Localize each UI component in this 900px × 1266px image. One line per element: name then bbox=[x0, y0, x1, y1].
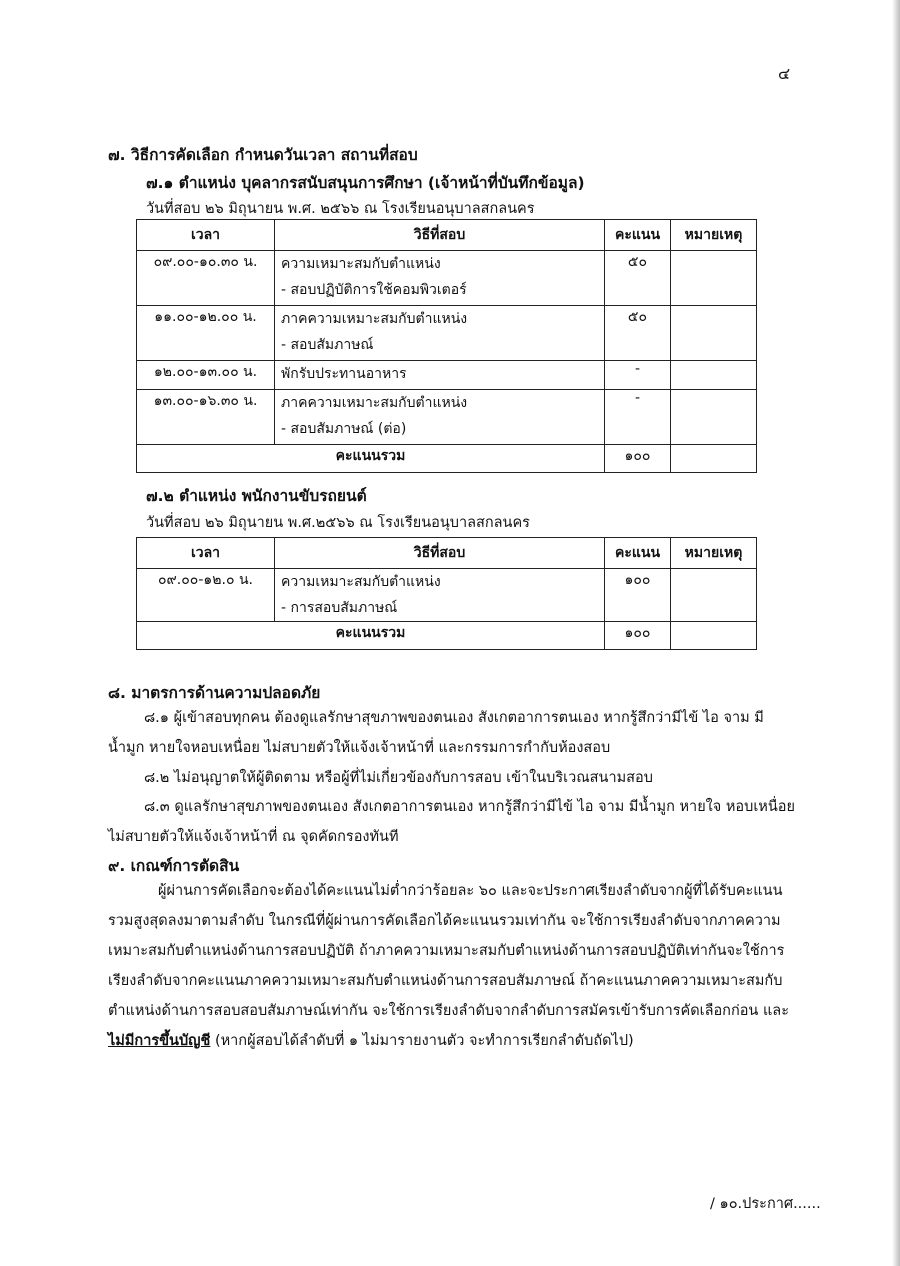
section-7-1-date-line: วันที่สอบ ๒๖ มิถุนายน พ.ศ. ๒๕๖๖ ณ โรงเรียนอนุบาลสกลนคร bbox=[146, 201, 535, 217]
note-cell bbox=[671, 445, 757, 473]
time-cell: ๐๙.๐๐-๑๐.๓๐ น. bbox=[137, 251, 275, 306]
header-score: คะแนน bbox=[605, 220, 671, 251]
note-cell bbox=[671, 361, 757, 390]
no-waiting-list-emphasis: ไม่มีการขึ้นบัญชี bbox=[108, 1033, 211, 1049]
section-8-heading: ๘. มาตรการด้านความปลอดภัย bbox=[108, 684, 321, 702]
time-cell: ๑๓.๐๐-๑๖.๓๐ น. bbox=[137, 390, 275, 445]
method-line: - การสอบสัมภาษณ์ bbox=[281, 600, 398, 616]
header-method: วิธีที่สอบ bbox=[275, 220, 605, 251]
method-cell bbox=[275, 251, 605, 306]
table-row bbox=[137, 569, 757, 622]
total-score: ๑๐๐ bbox=[605, 445, 671, 473]
table-header-row bbox=[137, 538, 757, 569]
exam-schedule-table-2 bbox=[136, 537, 757, 650]
section-8-3-paragraph bbox=[108, 792, 798, 852]
method-line: - สอบสัมภาษณ์ (ต่อ) bbox=[281, 421, 407, 437]
page-number: ๔ bbox=[778, 64, 791, 83]
section-8-2-paragraph bbox=[108, 763, 798, 793]
method-line: - สอบสัมภาษณ์ bbox=[281, 337, 374, 353]
total-row bbox=[137, 445, 757, 473]
section-8-1-paragraph bbox=[108, 703, 798, 763]
method-line: ความเหมาะสมกับตำแหน่ง bbox=[281, 256, 441, 272]
scan-edge-shadow bbox=[892, 0, 900, 1266]
header-note: หมายเหตุ bbox=[671, 538, 757, 569]
method-line: พักรับประทานอาหาร bbox=[281, 366, 407, 382]
header-time: เวลา bbox=[137, 220, 275, 251]
total-row bbox=[137, 622, 757, 650]
score-cell: - bbox=[605, 361, 671, 390]
paragraph-text: ๘.๒ ไม่อนุญาตให้ผู้ติดตาม หรือผู้ที่ไม่เกี่ยวข้องกับการสอบ เข้าในบริเวณสนามสอบ bbox=[144, 770, 653, 786]
method-line: ภาคความเหมาะสมกับตำแหน่ง bbox=[281, 311, 468, 327]
table-row bbox=[137, 361, 757, 390]
method-cell bbox=[275, 569, 605, 622]
section-7-heading: ๗. วิธีการคัดเลือก กำหนดวันเวลา สถานที่สอบ bbox=[108, 146, 418, 164]
score-cell: - bbox=[605, 390, 671, 445]
table-row bbox=[137, 306, 757, 361]
note-cell bbox=[671, 569, 757, 622]
score-cell: ๑๐๐ bbox=[605, 569, 671, 622]
table-header-row bbox=[137, 220, 757, 251]
score-cell: ๕๐ bbox=[605, 251, 671, 306]
paragraph-text: ๘.๑ ผู้เข้าสอบทุกคน ต้องดูแลรักษาสุขภาพของตนเอง สังเกตอาการตนเอง หากรู้สึกว่ามีไข้ ไอ จาม มีน้ำมูก หายใจหอบเหนื่อย ไม่สบายตัวให้แจ้งเจ้าหน้าที่ และกรรมการกำกับห้องสอบ bbox=[108, 710, 764, 756]
note-cell bbox=[671, 251, 757, 306]
header-time: เวลา bbox=[137, 538, 275, 569]
header-method: วิธีที่สอบ bbox=[275, 538, 605, 569]
section-7-1-heading: ๗.๑ ตำแหน่ง บุคลากรสนับสนุนการศึกษา (เจ้าหน้าที่บันทึกข้อมูล) bbox=[146, 174, 585, 192]
method-line: - สอบปฏิบัติการใช้คอมพิวเตอร์ bbox=[281, 282, 467, 298]
section-9-paragraph bbox=[108, 876, 798, 1056]
method-cell bbox=[275, 361, 605, 390]
total-score: ๑๐๐ bbox=[605, 622, 671, 650]
time-cell: ๑๒.๐๐-๑๓.๐๐ น. bbox=[137, 361, 275, 390]
note-cell bbox=[671, 622, 757, 650]
time-cell: ๑๑.๐๐-๑๒.๐๐ น. bbox=[137, 306, 275, 361]
exam-schedule-table-1 bbox=[136, 219, 757, 473]
total-label: คะแนนรวม bbox=[137, 622, 605, 650]
method-cell bbox=[275, 306, 605, 361]
header-score: คะแนน bbox=[605, 538, 671, 569]
continuation-footer: / ๑๐.ประกาศ...... bbox=[710, 1196, 821, 1212]
paragraph-text: (หากผู้สอบได้ลำดับที่ ๑ ไม่มารายงานตัว จะทำการเรียกลำดับถัดไป) bbox=[210, 1033, 634, 1049]
method-line: ความเหมาะสมกับตำแหน่ง bbox=[281, 574, 441, 590]
total-label: คะแนนรวม bbox=[137, 445, 605, 473]
table-row bbox=[137, 390, 757, 445]
section-7-2-date-line: วันที่สอบ ๒๖ มิถุนายน พ.ศ.๒๕๖๖ ณ โรงเรียนอนุบาลสกลนคร bbox=[146, 515, 530, 531]
paragraph-text: ๘.๓ ดูแลรักษาสุขภาพของตนเอง สังเกตอาการตนเอง หากรู้สึกว่ามีไข้ ไอ จาม มีน้ำมูก หายใจ หอบเหนื่อย ไม่สบายตัวให้แจ้งเจ้าหน้าที่ ณ จุดคัดกรองทันที bbox=[108, 799, 795, 845]
section-7-2-heading: ๗.๒ ตำแหน่ง พนักงานขับรถยนต์ bbox=[146, 487, 367, 505]
note-cell bbox=[671, 390, 757, 445]
method-line: ภาคความเหมาะสมกับตำแหน่ง bbox=[281, 395, 468, 411]
score-cell: ๕๐ bbox=[605, 306, 671, 361]
section-9-heading: ๙. เกณฑ์การตัดสิน bbox=[108, 857, 240, 875]
paragraph-text: ผู้ผ่านการคัดเลือกจะต้องได้คะแนนไม่ต่ำกว่าร้อยละ ๖๐ และจะประกาศเรียงลำดับจากผู้ที่ได้รับคะแนนรวมสูงสุดลงมาตามลำดับ ในกรณีที่ผู้ผ่านการคัดเลือกได้คะแนนรวมเท่ากัน จะใช้การเรียงลำดับจากภาคความเหมาะสมกับตำแหน่งด้านการสอบปฏิบัติ ถ้าภาคความเหมาะสมกับตำแหน่งด้านการสอบปฏิบัติเท่ากันจะใช้การเรียงลำดับจากคะแนนภาคความเหมาะสมกับตำแหน่งด้านการสอบสัมภาษณ์ ถ้าคะแนนภาคความเหมาะสมกับตำแหน่งด้านการสอบสอบสัมภาษณ์เท่ากัน จะใช้การเรียงลำดับจากลำดับการสมัครเข้ารับการคัดเลือกก่อน และ bbox=[108, 883, 789, 1019]
time-cell: ๐๙.๐๐-๑๒.๐ น. bbox=[137, 569, 275, 622]
note-cell bbox=[671, 306, 757, 361]
table-row bbox=[137, 251, 757, 306]
method-cell bbox=[275, 390, 605, 445]
header-note: หมายเหตุ bbox=[671, 220, 757, 251]
